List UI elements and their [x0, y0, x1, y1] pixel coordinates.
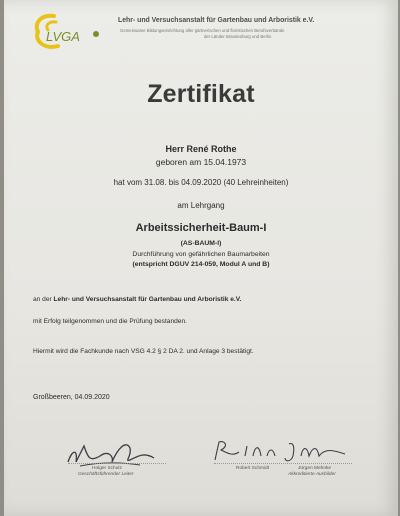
signatory-3-name: Jürgen Mehnke: [298, 466, 332, 471]
organization-subtitle-1: Gemeinsame Bildungseinrichtung aller gärtnerischen und floristischen Berufsverbände: [120, 28, 285, 33]
signature-line-1: [68, 463, 166, 464]
logo-text: LVGA: [46, 29, 80, 44]
organization-subtitle-2: der Länder Brandenburg und Berlin: [204, 34, 272, 39]
course-period: hat vom 31.08. bis 04.09.2020 (40 Lehreinheiten): [113, 178, 289, 187]
signatory-1-role: Geschäftsführender Leiter: [78, 472, 134, 477]
institution-line: [33, 296, 241, 303]
course-intro: am Lehrgang: [177, 201, 225, 210]
recipient-birthdate: geboren am 15.04.1973: [155, 157, 247, 167]
course-standard: (entspricht DGUV 214-059, Modul A und B): [132, 261, 270, 268]
signatures-robert-schmidt-juergen-mehnke: [209, 436, 349, 466]
institution-name: Lehr- und Versuchsanstalt für Gartenbau und Arboristik e.V.: [53, 296, 242, 303]
competence-statement: Hiermit wird die Fachkunde nach VSG 4.2 § 2 DA 2. und Anlage 3 bestätigt.: [33, 348, 254, 355]
signature-line-2: [214, 463, 352, 464]
course-code: (AS-BAUM-I): [180, 240, 222, 247]
lvga-logo: [24, 10, 106, 56]
place-and-date: Großbeeren, 04.09.2020: [33, 394, 110, 401]
certificate-title: Zertifikat: [147, 80, 255, 108]
course-description: Durchführung von gefährlichen Baumarbeiten: [132, 251, 270, 258]
institution-prefix: an der: [33, 296, 54, 303]
exam-result: mit Erfolg teilgenommen und die Prüfung bestanden.: [33, 318, 187, 325]
signatory-2-name: Robert Schmidt: [236, 466, 270, 471]
signatory-3-role: Akkreditierte Ausbilder: [288, 472, 336, 477]
course-title: Arbeitssicherheit-Baum-I: [135, 222, 267, 234]
signatory-1-name: Holger Schulz: [92, 466, 122, 471]
organization-name: Lehr- und Versuchsanstalt für Gartenbau und Arboristik e.V.: [118, 17, 315, 24]
recipient-name: Herr René Rothe: [165, 144, 237, 154]
certificate-sheet: [4, 0, 398, 516]
